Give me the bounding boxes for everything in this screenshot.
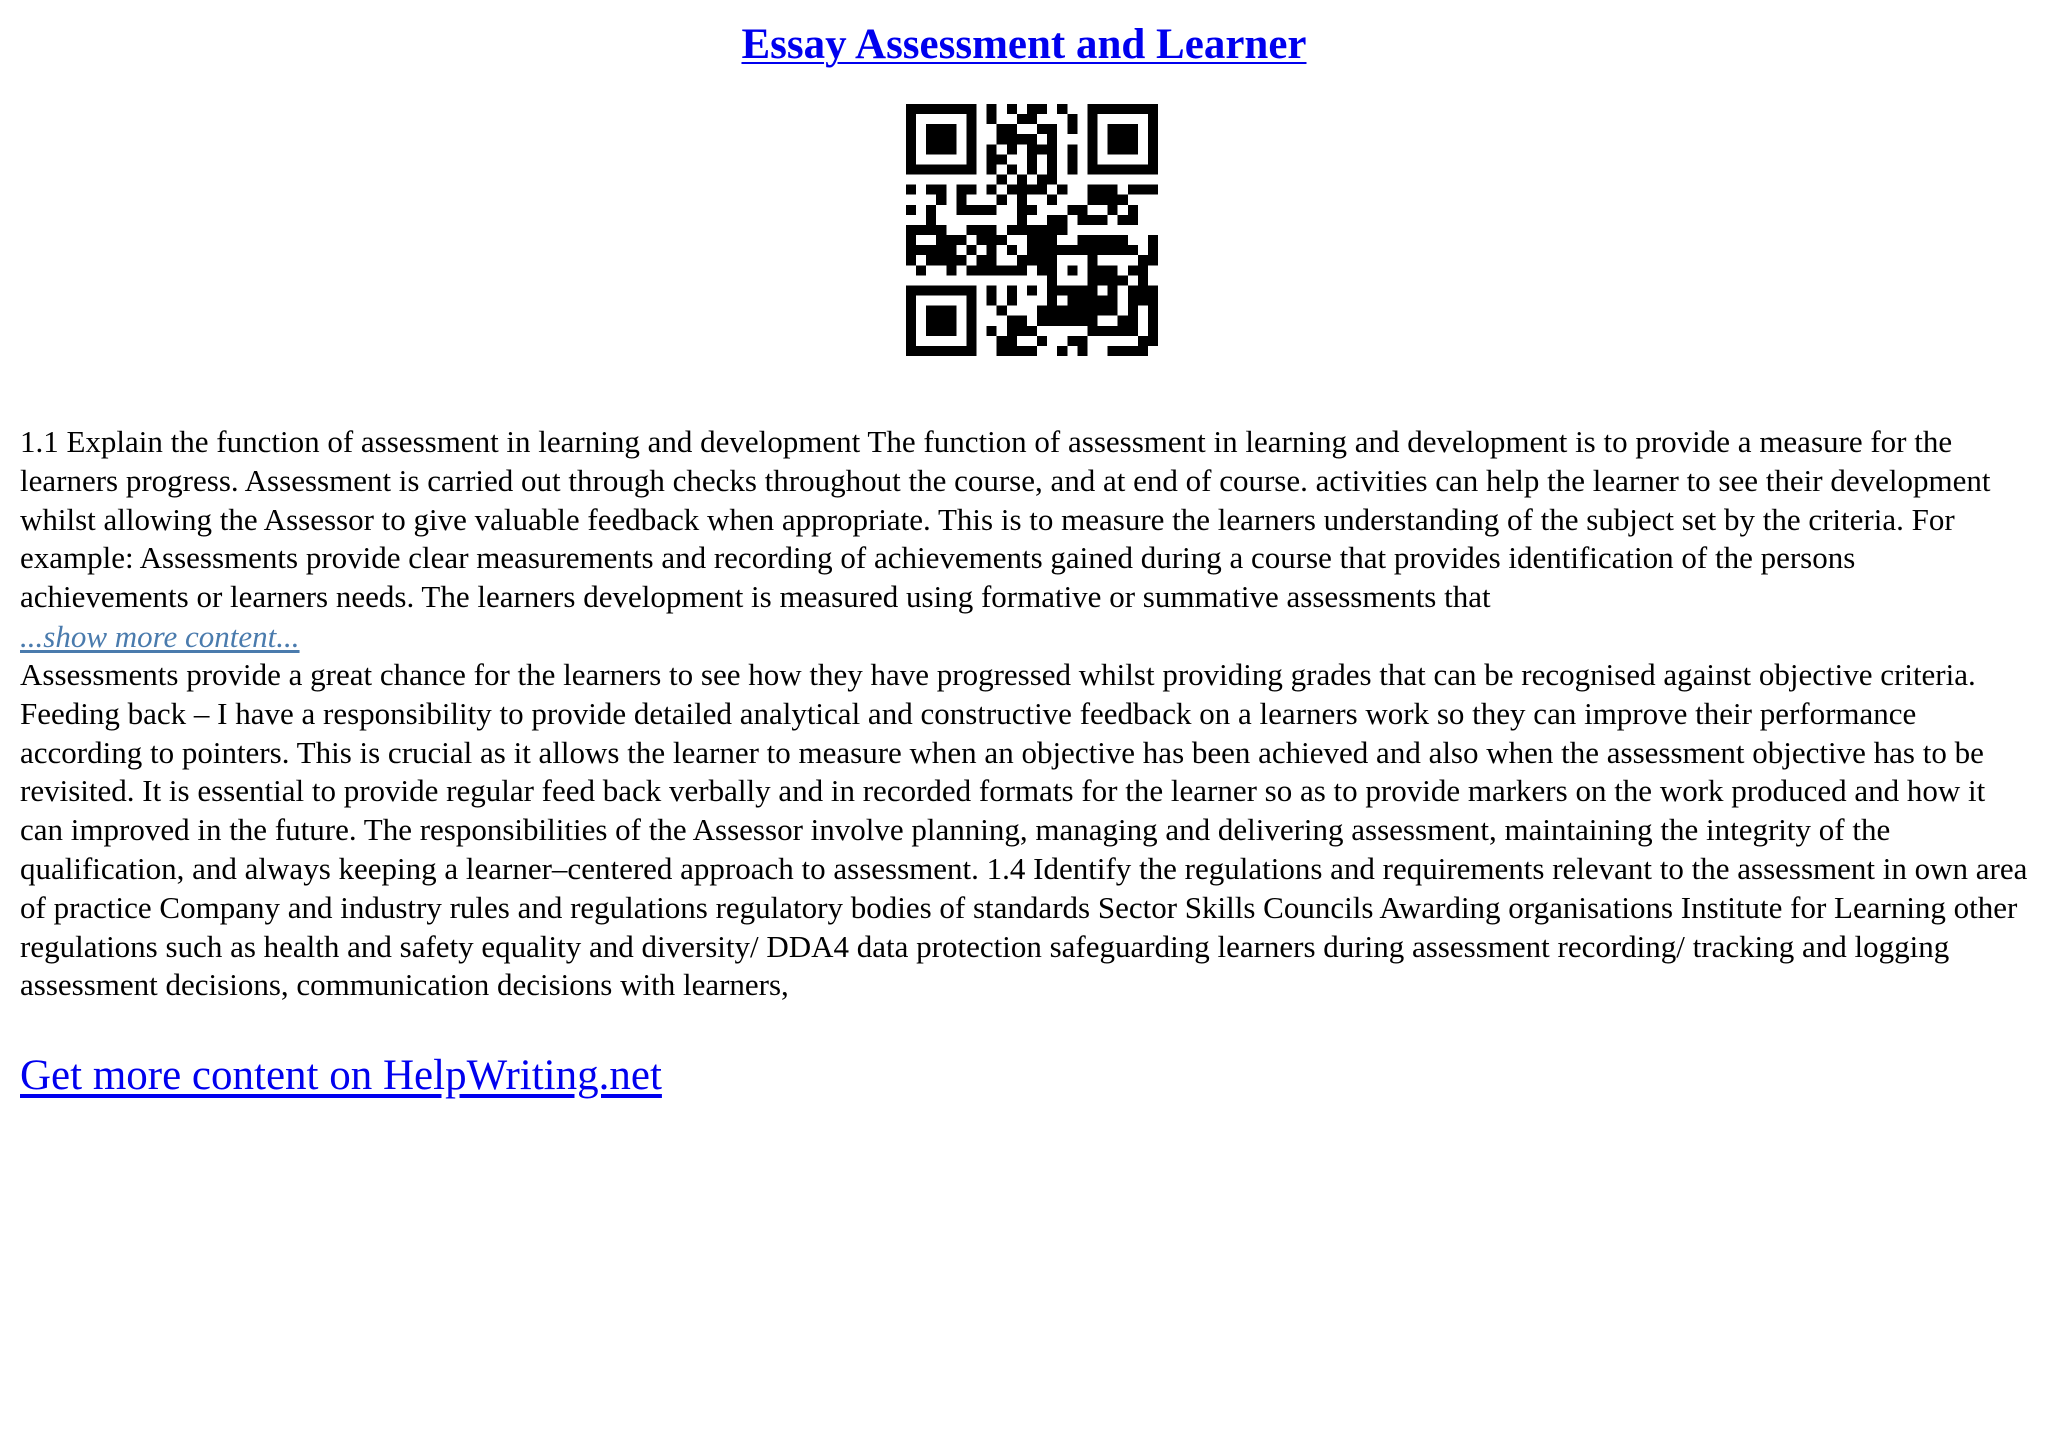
- page-title: [0, 18, 2048, 72]
- title-link[interactable]: Essay Assessment and Learner: [741, 21, 1307, 68]
- qr-code-icon: [906, 104, 1158, 356]
- get-more-content-link[interactable]: Get more content on HelpWriting.net: [20, 1052, 662, 1099]
- essay-paragraph-1: 1.1 Explain the function of assessment in learning and development The function of assessment in learning and development is to provide a measure for the learners progress. Assessment is carried out through checks throughout the course, and at end of course. activities can help the learner to see their development whilst allowing the Assessor to give valuable feedback when appropriate. This is to measure the learners understanding of the subject set by the criteria. For example: Assessments provide clear measurements and recording of achievements gained during a course that provides identification of the persons achievements or learners needs. The learners development is measured using formative or summative assessments that: [20, 424, 1991, 615]
- show-more-link[interactable]: ...show more content...: [20, 619, 300, 654]
- essay-paragraph-2: Assessments provide a great chance for the learners to see how they have progressed whilst providing grades that can be recognised against objective criteria. Feeding back – I have a responsibility to provide detailed analytical and constructive feedback on a learners work so they can improve their performance according to pointers. This is crucial as it allows the learner to measure when an objective has been achieved and also when the assessment objective has to be revisited. It is essential to provide regular feed back verbally and in recorded formats for the learner so as to provide markers on the work produced and how it can improved in the future. The responsibilities of the Assessor involve planning, managing and delivering assessment, maintaining the integrity of the qualification, and always keeping a learner–centered approach to assessment. 1.4 Identify the regulations and requirements relevant to the assessment in own area of practice Company and industry rules and regulations regulatory bodies of standards Sector Skills Councils Awarding organisations Institute for Learning other regulations such as health and safety equality and diversity/ DDA4 data protection safeguarding learners during assessment recording/ tracking and logging assessment decisions, communication decisions with learners,: [20, 657, 2028, 1003]
